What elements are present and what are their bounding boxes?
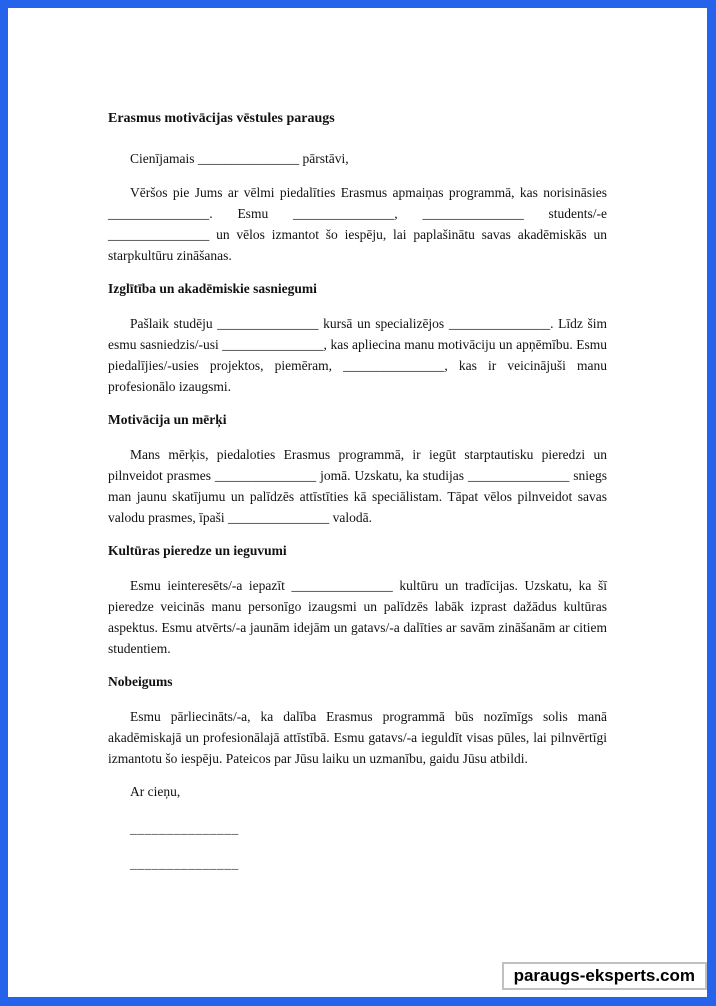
- document-content: [8, 8, 707, 874]
- closing-line: Ar cieņu,: [130, 784, 181, 799]
- document-title: Erasmus motivācijas vēstules paraugs: [108, 111, 335, 126]
- signature-line-1: _______________: [130, 821, 239, 836]
- signature-line-2: _______________: [130, 856, 239, 871]
- watermark-badge: [502, 962, 707, 990]
- section-heading-culture: Kultūras pieredze un ieguvumi: [108, 543, 287, 558]
- watermark-label: paraugs-eksperts.com: [513, 966, 695, 985]
- section-heading-education: Izglītība un akadēmiskie sasniegumi: [108, 281, 317, 296]
- section-paragraph-education: Pašlaik studēju _______________ kursā un specializējos _______________. Līdz šim esmu sasniedzis/-usi _______________, kas apliecina manu motivāciju un apņēmību. Esmu piedalījies/-usies projektos, piemēram, _______________, kas ir veicinājuši manu profesionālo izaugsmi.: [108, 316, 607, 394]
- section-paragraph-conclusion: Esmu pārliecināts/-a, ka dalība Erasmus programmā būs nozīmīgs solis manā akadēmiskajā un profesionālajā attīstībā. Esmu gatavs/-a ieguldīt visas pūles, lai pilnvērtīgi izmantotu šo iespēju. Pateicos par Jūsu laiku un uzmanību, gaidu Jūsu atbildi.: [108, 709, 607, 766]
- section-heading-motivation: Motivācija un mērķi: [108, 412, 227, 427]
- intro-paragraph: Vēršos pie Jums ar vēlmi piedalīties Erasmus apmaiņas programmā, kas norisināsies _______________. Esmu _______________, _______________ students/-e _______________ un vēlos izmantot šo iespēju, lai paplašinātu savas akadēmiskās un starpkultūru zināšanas.: [108, 185, 607, 263]
- section-paragraph-culture: Esmu ieinteresēts/-a iepazīt _______________ kultūru un tradīcijas. Uzskatu, ka šī pieredze veicinās manu personīgo izaugsmi un palīdzēs labāk izprast dažādus kultūras aspektus. Esmu atvērts/-a jaunām idejām un gatavs/-a dalīties ar savām zināšanām ar citiem studentiem.: [108, 578, 607, 656]
- section-heading-conclusion: Nobeigums: [108, 674, 173, 689]
- document-page: [8, 8, 707, 997]
- section-paragraph-motivation: Mans mērķis, piedaloties Erasmus programmā, ir iegūt starptautisku pieredzi un pilnveidot prasmes _______________ jomā. Uzskatu, ka studijas _______________ sniegs man jaunu skatījumu un palīdzēs attīstīties kā speciālistam. Tāpat vēlos pilnveidot savas valodu prasmes, īpaši _______________ valodā.: [108, 447, 607, 525]
- salutation-line: Cienījamais _______________ pārstāvi,: [130, 151, 349, 166]
